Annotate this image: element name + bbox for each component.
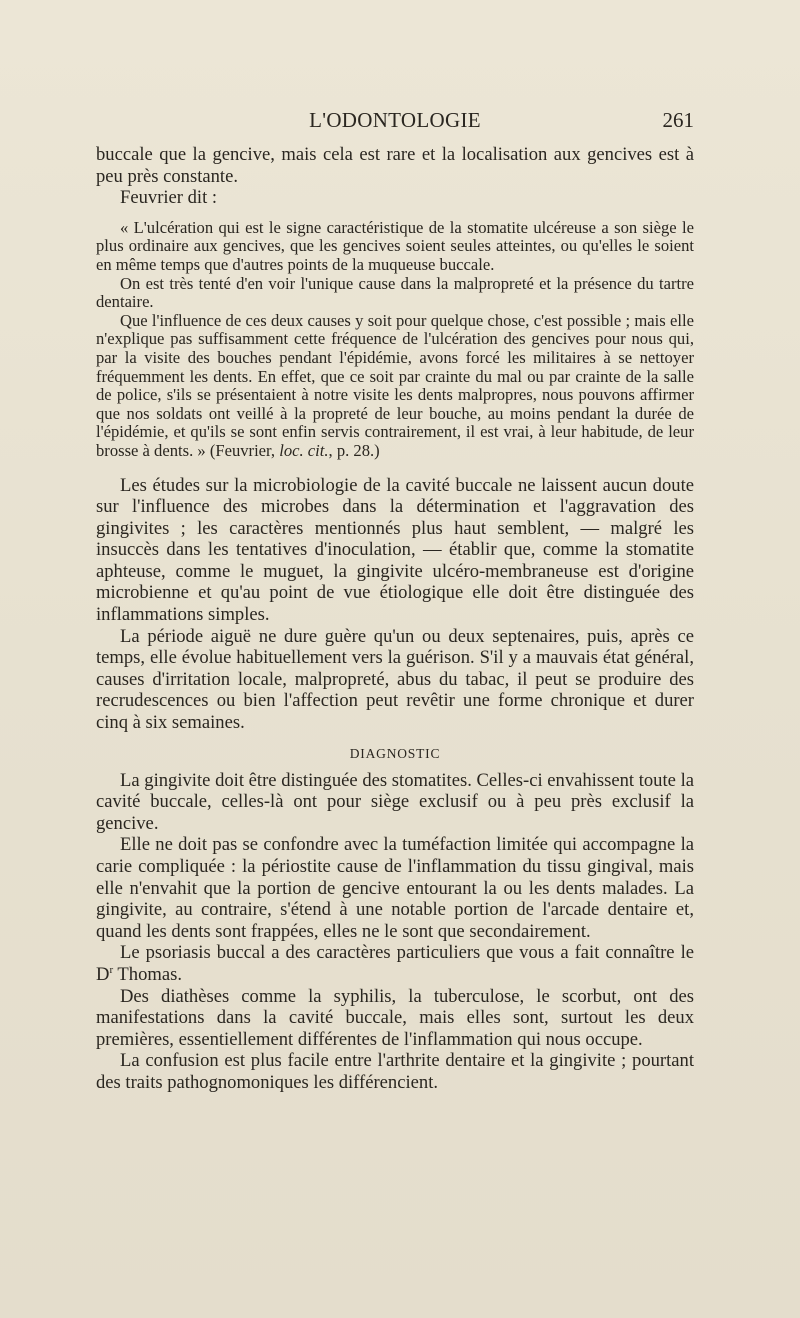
citation-page: , p. 28.) bbox=[328, 440, 380, 460]
diagnostic-paragraph-3-text: Le psoriasis buccal a des caractères particuliers que vous a fait connaître le D bbox=[96, 942, 694, 985]
paragraph-periode-aigue: La période aiguë ne dure guère qu'un ou deux septenaires, puis, après ce temps, elle évolue habituellement vers la guérison. S'il y a mauvais état général, causes d'irritation locale, malpropreté, abus du tabac, il peut se produire des recrudescences ou bien l'affection peut revêtir une forme chronique et durer cinq à six semaines. bbox=[96, 625, 694, 734]
quote-paragraph-2: On est très tenté d'en voir l'unique cause dans la malpropreté et la présence du tartre dentaire. bbox=[96, 273, 694, 312]
diagnostic-paragraph-5: La confusion est plus facile entre l'arthrite dentaire et la gingivite ; pourtant des traits pathognomoniques les différencient. bbox=[96, 1050, 694, 1093]
diagnostic-paragraph-2: Elle ne doit pas se confondre avec la tuméfaction limitée qui accompagne la carie compliquée : la périostite cause de l'inflammation du tissu gingival, mais elle n'envahit que la portion de gencive entourant la ou les dents malades. La gingivite, au contraire, s'étend à une notable portion de l'arcade dentaire et, quand les dents sont frappées, elles ne le sont que secondairement. bbox=[96, 834, 694, 942]
running-title: L'ODONTOLOGIE bbox=[309, 108, 481, 132]
citation-loc-cit: loc. cit. bbox=[279, 440, 329, 460]
diagnostic-paragraph-1: La gingivite doit être distinguée des stomatites. Celles-ci envahissent toute la cavité buccale, celles-là ont pour siège exclusif ou à peu près exclusif la gencive. bbox=[96, 769, 694, 834]
quote-paragraph-3 bbox=[96, 312, 694, 461]
section-heading-diagnostic: DIAGNOSTIC bbox=[349, 745, 441, 761]
quote-paragraph-3-text: Que l'influence de ces deux causes y soit pour quelque chose, c'est possible ; mais elle n'explique pas suffisamment cette fréquence de l'ulcération des gencives pour nous qui, par la visite des bouches pendant l'épidémie, avons forcé les militaires à se nettoyer fréquemment les dents. En effet, que ce soit par crainte du mal ou par crainte de la salle de police, s'ils se présentaient à notre visite les dents malpropres, nous pouvons affirmer que nos soldats ont veillé à la propreté de leur bouche, au moins pendant la durée de l'épidémie, et qu'ils se sont enfin servis contrairement, il est vrai, à leur habitude, de leur brosse à dents. » (Feuvrier, bbox=[96, 310, 694, 460]
doctor-superscript: r bbox=[109, 963, 114, 976]
paragraph-continuation: buccale que la gencive, mais cela est rare et la localisation aux gencives est à peu près constante. bbox=[96, 144, 694, 187]
quote-paragraph-1: « L'ulcération qui est le signe caractéristique de la stomatite ulcéreuse a son siège le plus ordinaire aux gencives, que les gencives soient seules atteintes, ou qu'elles le soient en même temps que d'autres points de la muqueuse buccale. bbox=[96, 217, 694, 274]
body-text bbox=[96, 144, 694, 1094]
quote-block bbox=[96, 219, 694, 461]
paragraph-microbiologie: Les études sur la microbiologie de la cavité buccale ne laissent aucun doute sur l'influence des microbes dans la détermination et l'aggravation des gingivites ; les caractères mentionnés plus haut semblent, — malgré les insuccès dans les tentatives d'inoculation, — établir que, comme la stomatite aphteuse, comme le muguet, la gingivite ulcéro-membraneuse est d'origine microbienne et qu'au point de vue étiologique elle doit être distinguée des inflammations simples. bbox=[96, 474, 694, 626]
main-text-block bbox=[96, 475, 694, 734]
paragraph-feuvrier-intro: Feuvrier dit : bbox=[120, 187, 218, 209]
page-header bbox=[96, 108, 694, 138]
page-number: 261 bbox=[662, 108, 694, 132]
diagnostic-paragraph-3-end: Thomas. bbox=[113, 963, 182, 985]
diagnostic-paragraph-3 bbox=[96, 942, 694, 985]
diagnostic-paragraph-4: Des diathèses comme la syphilis, la tuberculose, le scorbut, ont des manifestations dans la cavité buccale, mais elles sont, surtout les deux premières, essentiellement différentes de l'inflammation qui nous occupe. bbox=[96, 985, 694, 1050]
